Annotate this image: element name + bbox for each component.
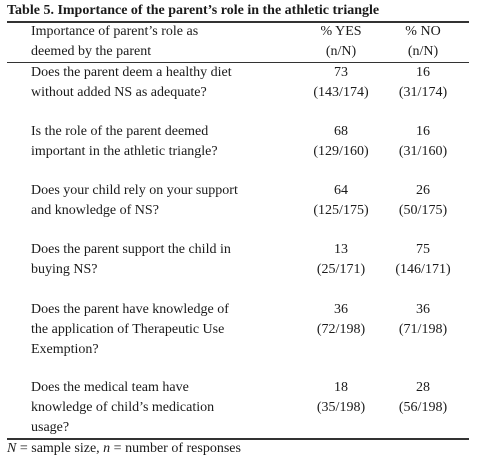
footnote-n: n xyxy=(103,441,111,456)
row-question xyxy=(31,122,281,162)
question-line: knowledge of child’s medication xyxy=(31,400,215,415)
yes-pct: 18 xyxy=(334,380,348,395)
no-count: (146/171) xyxy=(395,262,451,277)
no-count: (56/198) xyxy=(398,400,448,415)
row-question xyxy=(31,300,281,360)
row-yes xyxy=(296,300,386,340)
yes-pct: 68 xyxy=(334,124,348,139)
yes-pct: 73 xyxy=(334,65,348,80)
header-no-sub: (n/N) xyxy=(407,44,439,59)
question-line: Does the parent deem a healthy diet xyxy=(31,65,232,80)
no-pct: 16 xyxy=(416,124,430,139)
header-no xyxy=(378,22,468,62)
question-line: Does your child rely on your support xyxy=(31,183,238,198)
row-yes xyxy=(296,240,386,280)
row-question xyxy=(31,181,281,221)
yes-pct: 13 xyxy=(334,242,348,257)
question-line: buying NS? xyxy=(31,262,98,277)
no-pct: 36 xyxy=(416,302,430,317)
question-line: important in the athletic triangle? xyxy=(31,144,218,159)
no-pct: 75 xyxy=(416,242,430,257)
header-yes-sub: (n/N) xyxy=(325,44,357,59)
yes-pct: 36 xyxy=(334,302,348,317)
row-no xyxy=(378,240,468,280)
question-line: Exemption? xyxy=(31,342,99,357)
row-question xyxy=(31,378,281,438)
yes-count: (129/160) xyxy=(313,144,369,159)
yes-pct: 64 xyxy=(334,183,348,198)
question-line: without added NS as adequate? xyxy=(31,85,207,100)
row-yes xyxy=(296,122,386,162)
bottom-rule xyxy=(7,438,469,440)
question-line: Does the parent support the child in xyxy=(31,242,231,257)
no-count: (31/160) xyxy=(398,144,448,159)
yes-count: (72/198) xyxy=(316,322,366,337)
footnote-N: N xyxy=(7,441,17,456)
header-question-line: Importance of parent’s role as xyxy=(31,24,199,39)
yes-count: (35/198) xyxy=(316,400,366,415)
no-pct: 16 xyxy=(416,65,430,80)
row-yes xyxy=(296,181,386,221)
header-question-line: deemed by the parent xyxy=(31,44,152,59)
header-yes-label: % YES xyxy=(320,24,362,39)
row-no xyxy=(378,300,468,340)
row-no xyxy=(378,122,468,162)
row-question xyxy=(31,63,281,103)
no-pct: 28 xyxy=(416,380,430,395)
footnote-n-definition: = number of responses xyxy=(110,441,241,456)
yes-count: (143/174) xyxy=(313,85,369,100)
question-line: Does the parent have knowledge of xyxy=(31,302,229,317)
row-yes xyxy=(296,378,386,418)
question-line: usage? xyxy=(31,420,70,435)
question-line: Does the medical team have xyxy=(31,380,189,395)
question-line: the application of Therapeutic Use xyxy=(31,322,225,337)
row-no xyxy=(378,378,468,418)
row-no xyxy=(378,63,468,103)
table-footnote xyxy=(7,441,241,457)
row-question xyxy=(31,240,281,280)
row-yes xyxy=(296,63,386,103)
no-count: (71/198) xyxy=(398,322,448,337)
header-yes xyxy=(296,22,386,62)
no-count: (31/174) xyxy=(398,85,448,100)
no-pct: 26 xyxy=(416,183,430,198)
header-question xyxy=(31,22,281,62)
question-line: Is the role of the parent deemed xyxy=(31,124,209,139)
yes-count: (125/175) xyxy=(313,203,369,218)
footnote-N-definition: = sample size, xyxy=(16,441,104,456)
no-count: (50/175) xyxy=(398,203,448,218)
question-line: and knowledge of NS? xyxy=(31,203,159,218)
yes-count: (25/171) xyxy=(316,262,366,277)
row-no xyxy=(378,181,468,221)
table-caption: Table 5. Importance of the parent’s role in the athletic triangle xyxy=(7,3,380,18)
header-no-label: % NO xyxy=(405,24,441,39)
